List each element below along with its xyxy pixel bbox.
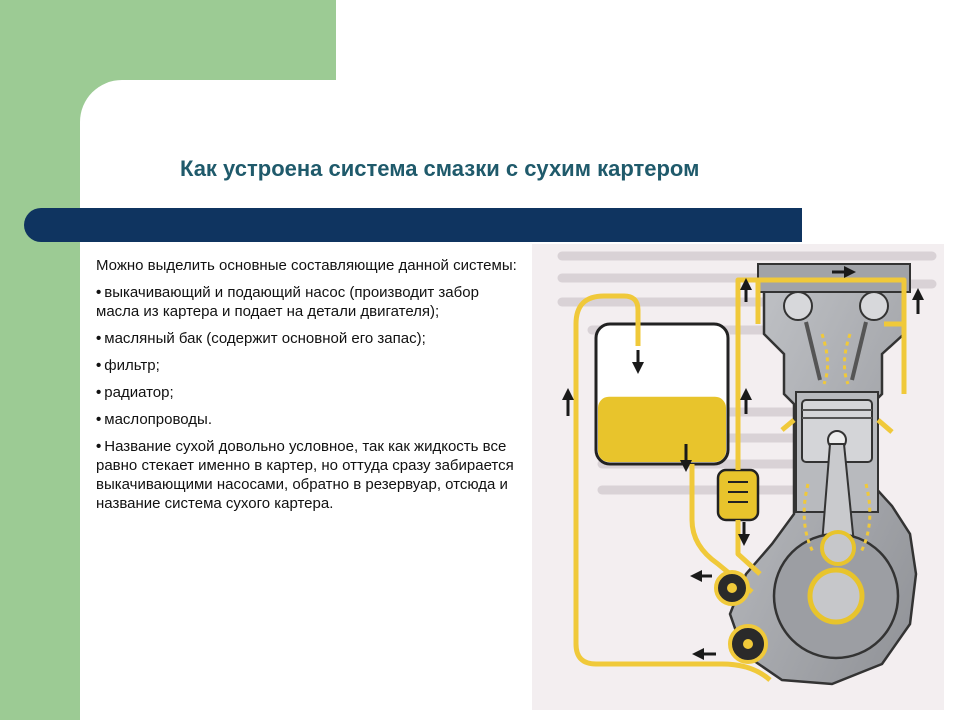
bullet-icon: • bbox=[96, 284, 102, 301]
bullet-icon: • bbox=[96, 438, 102, 455]
crankpin bbox=[822, 532, 854, 564]
camshaft-left bbox=[784, 292, 812, 320]
list-item-text: радиатор; bbox=[104, 384, 174, 401]
list-item bbox=[96, 437, 526, 513]
bullet-icon: • bbox=[96, 411, 102, 428]
oil-filter bbox=[718, 470, 758, 520]
crankshaft-journal bbox=[810, 570, 862, 622]
camshaft-right bbox=[860, 292, 888, 320]
list-item-text: выкачивающий и подающий насос (производит забор масла из картера и подает на детали двигателя); bbox=[96, 284, 479, 320]
list-item-text: масляный бак (содержит основной его запас); bbox=[104, 330, 426, 347]
list-item-text: Название сухой довольно условное, так как жидкость все равно стекает именно в картер, но оттуда сразу забирается выкачивающими насосами, обратно в резервуар, отсюда и название система сухого картера. bbox=[96, 438, 514, 512]
dry-sump-diagram bbox=[532, 244, 944, 710]
bullet-icon: • bbox=[96, 330, 102, 347]
scavenge-pump-hub bbox=[743, 639, 753, 649]
list-item bbox=[96, 356, 526, 375]
oil-tank-level bbox=[598, 397, 726, 462]
intro-text: Можно выделить основные составляющие данной системы: bbox=[96, 257, 517, 274]
bullet-icon: • bbox=[96, 357, 102, 374]
pressure-pump-hub bbox=[727, 583, 737, 593]
slide-title: Как устроена система смазки с сухим картером bbox=[180, 156, 700, 181]
slide-body bbox=[96, 256, 526, 521]
bullet-icon: • bbox=[96, 384, 102, 401]
list-item bbox=[96, 283, 526, 321]
list-item-text: фильтр; bbox=[104, 357, 160, 374]
list-item bbox=[96, 410, 526, 429]
list-item-text: маслопроводы. bbox=[104, 411, 213, 428]
title-underline-bar bbox=[24, 208, 802, 242]
list-item bbox=[96, 329, 526, 348]
pressure-pump bbox=[716, 572, 748, 604]
scavenge-pump bbox=[730, 626, 766, 662]
list-item bbox=[96, 383, 526, 402]
